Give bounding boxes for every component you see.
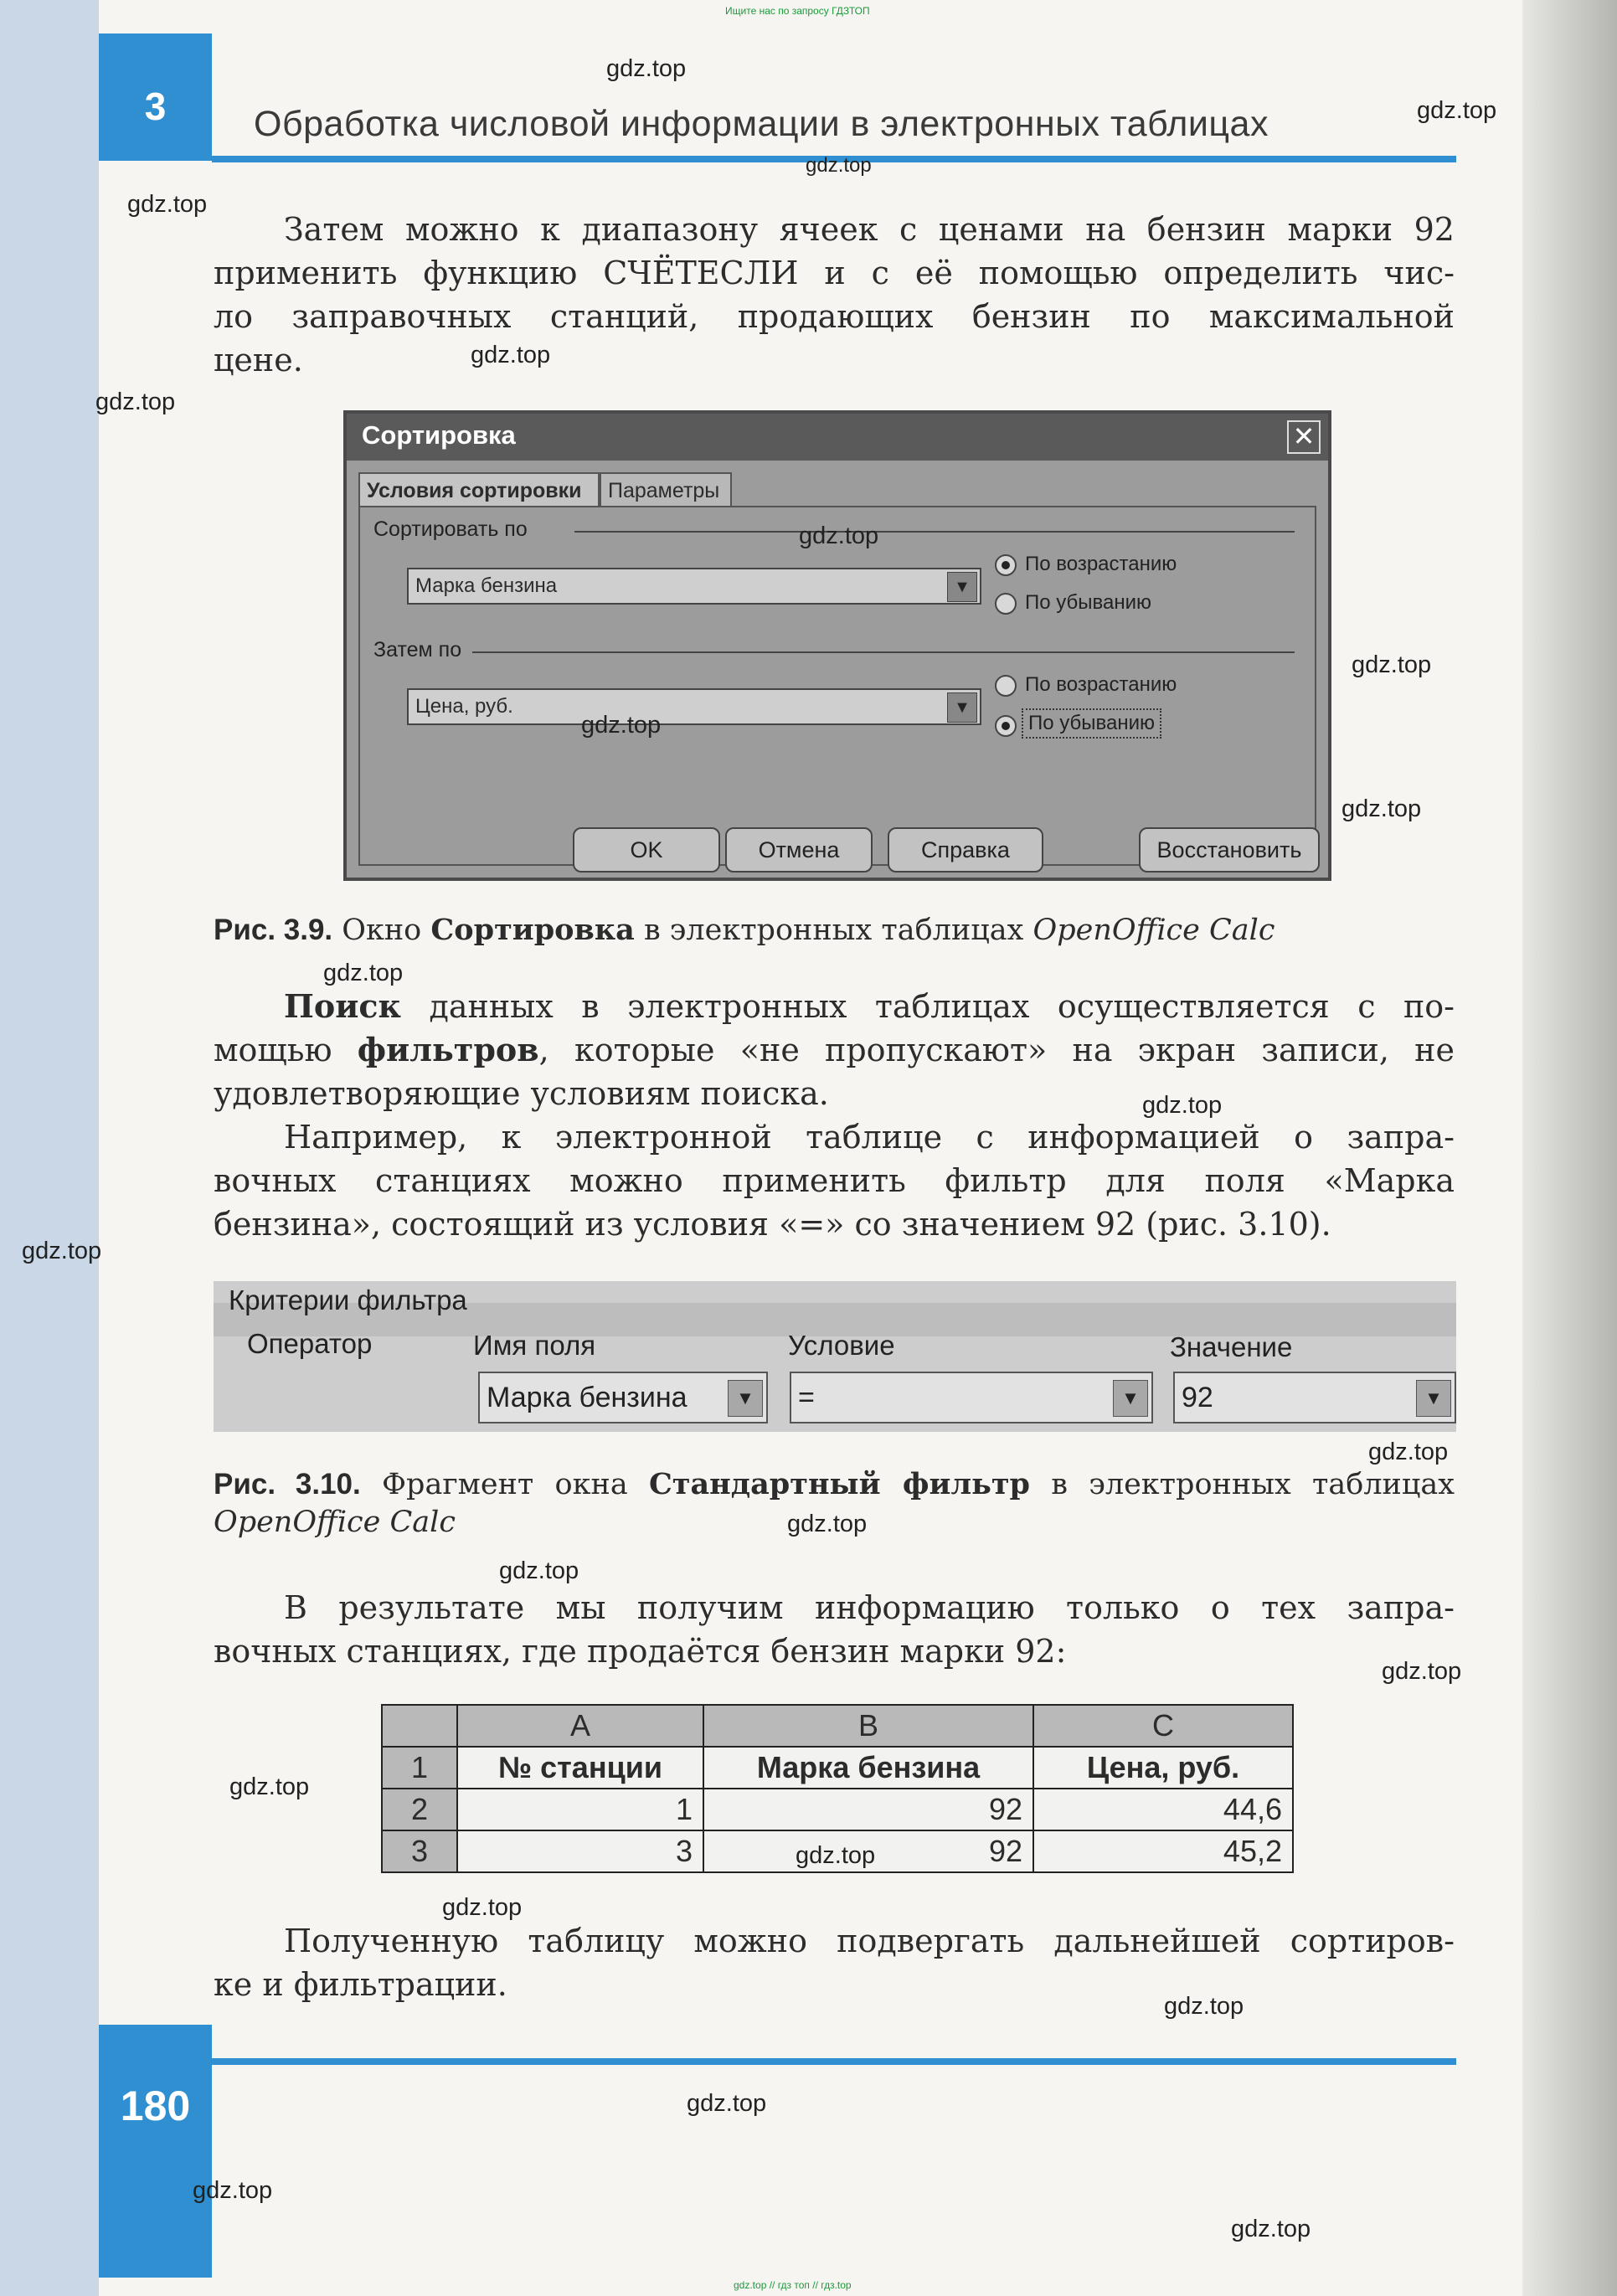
sort-by-label: Сортировать по — [373, 517, 528, 541]
watermark: gdz.top — [1382, 1658, 1462, 1685]
figure-caption — [214, 911, 1455, 950]
column-letter: A — [457, 1705, 703, 1747]
column-letter: B — [703, 1705, 1033, 1747]
text-line: вочных станциях, где продаётся бензин марки 92: — [214, 1633, 1067, 1670]
text-line: применить функцию СЧЁТЕСЛИ и с её помощью определить чис- — [214, 255, 1455, 291]
filter-fragment — [214, 1281, 1456, 1432]
sort-by-desc-radio[interactable] — [995, 593, 1017, 615]
caption-text: в электронных таблицах — [634, 914, 1033, 947]
page-margin — [0, 0, 102, 2296]
text-line: Затем можно к диапазону ячеек с ценами на бензин марки 92 — [284, 211, 1455, 248]
watermark: gdz.top — [1341, 795, 1422, 822]
table-cell: 92 — [703, 1789, 1033, 1830]
paragraph-1 — [214, 208, 1455, 382]
chevron-down-icon: ▼ — [1113, 1380, 1148, 1417]
watermark: gdz.top — [796, 1842, 876, 1869]
watermark: gdz.top — [95, 389, 176, 415]
table-cell: 3 — [457, 1830, 703, 1872]
watermark: gdz.top — [22, 1238, 102, 1264]
text-line — [214, 1465, 1455, 1504]
watermark: gdz.top — [499, 1557, 579, 1584]
sort-by-select[interactable] — [407, 568, 981, 605]
text-line: Например, к электронной таблице с информацией о запра- — [284, 1119, 1455, 1156]
then-by-label: Затем по — [373, 638, 462, 662]
sort-by-value: Марка бензина — [415, 574, 558, 597]
chevron-down-icon: ▼ — [1416, 1380, 1451, 1417]
text-span: , которые «не пропускают» на экран записи, не — [538, 1032, 1455, 1068]
watermark: gdz.top — [193, 2177, 273, 2204]
value-header: Значение — [1170, 1331, 1293, 1362]
table-cell: Марка бензина — [703, 1747, 1033, 1789]
value-select[interactable] — [1173, 1372, 1456, 1423]
caption-text: в электронных таблицах — [1030, 1468, 1455, 1501]
text-line: вочных станциях можно применить фильтр для поля «Марка — [214, 1162, 1455, 1199]
tab-parameters[interactable]: Параметры — [600, 472, 732, 507]
text-line: ло заправочных станций, продающих бензин по максимальной — [214, 298, 1455, 335]
condition-header: Условие — [788, 1330, 895, 1361]
watermark: gdz.top — [799, 523, 879, 549]
caption-bold: Сортировка — [430, 913, 635, 947]
field-name-value: Марка бензина — [487, 1382, 687, 1413]
caption-text: Фрагмент окна — [360, 1468, 649, 1501]
table-cell: № станции — [457, 1747, 703, 1789]
table-cell: 45,2 — [1033, 1830, 1293, 1872]
chevron-down-icon: ▼ — [947, 692, 977, 723]
row-number: 3 — [382, 1830, 457, 1872]
help-button[interactable]: Справка — [888, 827, 1043, 873]
group-rule — [472, 651, 1295, 653]
table-cell: Цена, руб. — [1033, 1747, 1293, 1789]
bold-term: Поиск — [284, 987, 401, 1025]
table-header-row — [382, 1705, 1293, 1747]
watermark: gdz.top — [1142, 1092, 1223, 1119]
close-icon[interactable]: ✕ — [1287, 420, 1321, 454]
watermark: gdz.top — [471, 342, 551, 368]
then-by-asc-radio[interactable] — [995, 675, 1017, 697]
watermark: gdz.top — [1231, 2216, 1311, 2242]
corner-cell — [382, 1705, 457, 1747]
bold-term: фильтров — [357, 1031, 539, 1068]
sort-dialog — [343, 410, 1331, 881]
text-line — [214, 985, 1455, 1028]
table-row — [382, 1747, 1293, 1789]
restore-button[interactable]: Восстановить — [1139, 827, 1320, 873]
dialog-title: Сортировка — [362, 420, 516, 450]
dialog-titlebar — [347, 414, 1328, 461]
top-note: Ищите нас по запросу ГДЗТОП — [725, 5, 870, 17]
then-by-select[interactable] — [407, 688, 981, 725]
watermark: gdz.top — [323, 960, 404, 986]
text-line: цене. — [214, 342, 303, 378]
watermark: gdz.top — [687, 2090, 767, 2117]
figure-label: Рис. 3.9. — [214, 914, 333, 946]
text-line: ке и фильтрации. — [214, 1966, 507, 2003]
watermark: gdz.top — [606, 55, 687, 82]
caption-bold: Стандартный фильтр — [648, 1467, 1031, 1501]
table-cell: 1 — [457, 1789, 703, 1830]
cancel-button[interactable]: Отмена — [725, 827, 873, 873]
watermark: gdz.top — [787, 1511, 868, 1537]
bottom-note: gdz.top // гдз топ // гдз.top — [734, 2279, 852, 2291]
row-number: 1 — [382, 1747, 457, 1789]
paragraph-5 — [214, 1919, 1455, 2006]
table-cell: 92 — [703, 1830, 1033, 1872]
operator-header: Оператор — [247, 1328, 373, 1359]
text-line: Полученную таблицу можно подвергать дальнейшей сортиров- — [284, 1923, 1455, 1959]
watermark: gdz.top — [229, 1773, 310, 1800]
watermark: gdz.top — [1164, 1993, 1244, 2020]
watermark: gdz.top — [127, 191, 208, 218]
chevron-down-icon: ▼ — [947, 572, 977, 602]
then-by-value: Цена, руб. — [415, 695, 513, 718]
caption-italic: OpenOffice Calc — [1033, 914, 1275, 947]
table-row — [382, 1789, 1293, 1830]
caption-italic: OpenOffice Calc — [214, 1506, 456, 1539]
desc-label: По убыванию — [1025, 591, 1152, 614]
paragraph-4 — [214, 1586, 1455, 1673]
watermark: gdz.top — [442, 1894, 523, 1921]
tab-sort-conditions[interactable]: Условия сортировки — [358, 472, 600, 507]
watermark: gdz.top — [1368, 1439, 1449, 1465]
chapter-number: 3 — [144, 85, 167, 128]
condition-select[interactable] — [790, 1372, 1153, 1423]
figure-label: Рис. 3.10. — [214, 1468, 361, 1501]
chapter-title: Обработка числовой информации в электронных таблицах — [254, 104, 1269, 144]
text-line: В результате мы получим информацию только о тех запра- — [284, 1589, 1455, 1626]
value-value: 92 — [1182, 1382, 1213, 1413]
condition-value: = — [798, 1382, 815, 1413]
sort-by-asc-radio[interactable] — [995, 554, 1017, 576]
desc-label: По убыванию — [1022, 708, 1161, 739]
paragraph-3 — [214, 1115, 1455, 1246]
watermark: gdz.top — [581, 712, 662, 739]
text-line — [214, 1028, 1455, 1072]
ok-button[interactable]: OK — [573, 827, 720, 873]
text-span: данных в электронных таблицах осуществляется с по- — [401, 988, 1455, 1025]
book-gutter — [1522, 0, 1617, 2296]
text-span: мощью — [214, 1032, 358, 1068]
text-line: удовлетворяющие условиям поиска. — [214, 1075, 829, 1112]
column-letter: C — [1033, 1705, 1293, 1747]
asc-label: По возрастанию — [1025, 673, 1177, 696]
watermark: gdz.top — [1417, 97, 1497, 124]
field-name-header: Имя поля — [473, 1330, 596, 1361]
chevron-down-icon: ▼ — [728, 1380, 763, 1417]
text-line: бензина», состоящий из условия «=» со значением 92 (рис. 3.10). — [214, 1206, 1331, 1243]
page-number-tab — [99, 2025, 212, 2278]
then-by-desc-radio[interactable] — [995, 715, 1017, 737]
row-number: 2 — [382, 1789, 457, 1830]
watermark: gdz.top — [806, 154, 872, 177]
caption-text: Окно — [332, 914, 431, 947]
table-cell: 44,6 — [1033, 1789, 1293, 1830]
footer-rule — [212, 2058, 1456, 2065]
asc-label: По возрастанию — [1025, 553, 1177, 575]
field-name-select[interactable] — [478, 1372, 768, 1423]
page-number: 180 — [120, 2082, 191, 2129]
group-rule — [574, 531, 1295, 533]
filter-group-title: Критерии фильтра — [229, 1284, 467, 1315]
paragraph-2 — [214, 985, 1455, 1115]
watermark: gdz.top — [1352, 651, 1432, 678]
